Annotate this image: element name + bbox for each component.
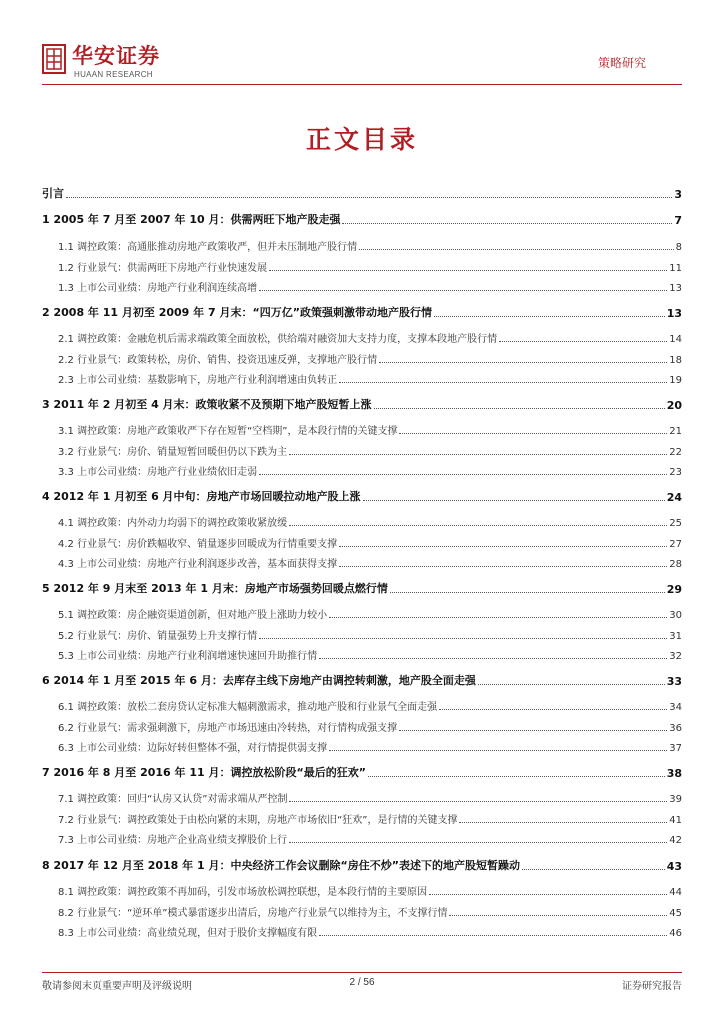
toc-entry-title: 4.1 调控政策：内外动力均弱下的调控政策收紧放缓 xyxy=(58,518,288,529)
toc-entry-page: 28 xyxy=(669,559,682,570)
toc-entry[interactable] xyxy=(42,371,682,386)
toc-entry[interactable] xyxy=(42,857,682,873)
toc-entry-title: 7 2016 年 8 月至 2016 年 11 月：调控放松阶段“最后的狂欢” xyxy=(42,766,366,779)
toc-entry[interactable] xyxy=(42,211,682,227)
page-header xyxy=(0,0,724,90)
toc-dot-leader xyxy=(459,822,667,823)
toc-entry-page: 44 xyxy=(669,887,682,898)
toc-entry-title: 5.2 行业景气：房价、销量强势上升支撑行情 xyxy=(58,631,258,642)
toc-entry-title: 1.1 调控政策：高通胀推动房地产政策收严，但并未压制地产股行情 xyxy=(58,242,358,253)
toc-entry-title: 2.2 行业景气：政策转松，房价、销售、投资迅速反弹，支撑地产股行情 xyxy=(58,355,378,366)
toc-entry-title: 6 2014 年 1 月至 2015 年 6 月：去库存主线下房地产由调控转刺激，地产股全面走强 xyxy=(42,674,476,687)
page-title: 正文目录 xyxy=(305,125,418,154)
toc-dot-leader xyxy=(319,935,667,936)
toc-entry[interactable] xyxy=(42,627,682,642)
toc-entry-title: 5.1 调控政策：房企融资渠道创新，但对地产股上涨助力较小 xyxy=(58,610,328,621)
toc-entry-title: 8.1 调控政策：调控政策不再加码，引发市场放松调控联想，是本段行情的主要原因 xyxy=(58,887,428,898)
toc-entry-page: 23 xyxy=(669,467,682,478)
toc-dot-leader xyxy=(66,197,672,198)
footer-report-type: 证券研究报告 xyxy=(622,981,682,992)
toc-entry[interactable] xyxy=(42,831,682,846)
toc-entry-page: 41 xyxy=(669,815,682,826)
toc-entry[interactable] xyxy=(42,719,682,734)
toc-entry-title: 4 2012 年 1 月初至 6 月中旬：房地产市场回暖拉动地产股上涨 xyxy=(42,490,361,503)
toc-dot-leader xyxy=(449,915,667,916)
toc-dot-leader xyxy=(429,894,667,895)
toc-entry[interactable] xyxy=(42,739,682,754)
toc-dot-leader xyxy=(339,566,667,567)
footer-disclaimer: 敬请参阅末页重要声明及评级说明 xyxy=(42,981,192,992)
toc-entry-page: 31 xyxy=(669,631,682,642)
toc-entry-title: 4.3 上市公司业绩：房地产行业利润逐步改善，基本面获得支撑 xyxy=(58,559,338,570)
toc-dot-leader xyxy=(289,842,667,843)
toc-entry-page: 46 xyxy=(669,928,682,939)
toc-entry-title: 5.3 上市公司业绩：房地产行业利润增速快速回升助推行情 xyxy=(58,651,318,662)
toc-dot-leader xyxy=(499,341,667,342)
toc-entry[interactable] xyxy=(42,463,682,478)
document-type-label: 策略研究 xyxy=(597,56,646,70)
footer-divider xyxy=(42,972,682,973)
toc-entry-title: 2.3 上市公司业绩：基数影响下，房地产行业利润增速由负转正 xyxy=(58,375,338,386)
toc-dot-leader xyxy=(439,709,667,710)
toc-entry-page: 27 xyxy=(669,539,682,550)
toc-entry-page: 36 xyxy=(669,723,682,734)
toc-entry-title: 8.2 行业景气：“逆环单”模式暴雷逐步出清后，房地产行业景气以维持为主，不支撑行情 xyxy=(58,908,448,919)
toc-entry[interactable] xyxy=(42,811,682,826)
toc-entry-page: 18 xyxy=(669,355,682,366)
toc-entry[interactable] xyxy=(42,396,682,412)
toc-entry[interactable] xyxy=(42,555,682,570)
toc-entry-page: 34 xyxy=(669,702,682,713)
toc-entry-title: 3.2 行业景气：房价、销量短暂回暖但仍以下跌为主 xyxy=(58,447,288,458)
toc-entry-title: 3.3 上市公司业绩：房地产行业业绩依旧走弱 xyxy=(58,467,258,478)
toc-dot-leader xyxy=(434,316,665,317)
toc-entry[interactable] xyxy=(42,924,682,939)
toc-dot-leader xyxy=(390,592,665,593)
toc-dot-leader xyxy=(379,362,667,363)
toc-entry-title: 1 2005 年 7 月至 2007 年 10 月：供需两旺下地产股走强 xyxy=(42,213,341,226)
toc-entry-page: 39 xyxy=(669,794,682,805)
toc-dot-leader xyxy=(259,638,667,639)
seal-logo-icon xyxy=(42,44,66,74)
toc-dot-leader xyxy=(329,750,667,751)
toc-dot-leader xyxy=(522,869,665,870)
toc-dot-leader xyxy=(399,730,667,731)
toc-entry-title: 6.1 调控政策：放松二套房贷认定标准大幅刺激需求，推动地产股和行业景气全面走强 xyxy=(58,702,438,713)
toc-entry-title: 2.1 调控政策：金融危机后需求端政策全面放松，供给端对融资加大支持力度，支撑本段地产股行情 xyxy=(58,334,498,345)
toc-entry-title: 8 2017 年 12 月至 2018 年 1 月：中央经济工作会议删除“房住不炒”表述下的地产股短暂躁动 xyxy=(42,859,520,872)
toc-entry[interactable] xyxy=(42,580,682,596)
toc-entry[interactable] xyxy=(42,904,682,919)
toc-dot-leader xyxy=(289,525,667,526)
toc-entry[interactable] xyxy=(42,883,682,898)
toc-dot-leader xyxy=(329,617,667,618)
toc-entry-title: 6.2 行业景气：需求强刺激下，房地产市场迅速由冷转热，对行情构成强支撑 xyxy=(58,723,398,734)
toc-entry-page: 38 xyxy=(666,767,682,780)
toc-entry-title: 7.2 行业景气：调控政策处于由松向紧的末期，房地产市场依旧“狂欢”，是行情的关键支撑 xyxy=(58,815,458,826)
toc-dot-leader xyxy=(399,433,667,434)
toc-entry[interactable] xyxy=(42,238,682,253)
toc-dot-leader xyxy=(289,801,667,802)
toc-dot-leader xyxy=(342,223,672,224)
toc-entry-title: 6.3 上市公司业绩：边际好转但整体不强，对行情提供弱支撑 xyxy=(58,743,328,754)
toc-entry[interactable] xyxy=(42,279,682,294)
toc-entry[interactable] xyxy=(42,488,682,504)
toc-entry-title: 8.3 上市公司业绩：高业绩兑现，但对于股价支撑幅度有限 xyxy=(58,928,318,939)
toc-entry-title: 2 2008 年 11 月初至 2009 年 7 月末：“四万亿”政策强刺激带动地产股行情 xyxy=(42,306,432,319)
toc-entry-page: 45 xyxy=(669,908,682,919)
toc-entry-page: 43 xyxy=(666,860,682,873)
toc-entry-page: 19 xyxy=(669,375,682,386)
toc-entry[interactable] xyxy=(42,606,682,621)
toc-entry[interactable] xyxy=(42,422,682,437)
toc-entry[interactable] xyxy=(42,698,682,713)
toc-entry[interactable] xyxy=(42,304,682,320)
toc-entry-page: 42 xyxy=(669,835,682,846)
toc-dot-leader xyxy=(289,454,667,455)
toc-entry-page: 20 xyxy=(666,399,682,412)
toc-dot-leader xyxy=(478,684,665,685)
toc-entry[interactable] xyxy=(42,672,682,688)
logo-english-name: HUAAN RESEARCH xyxy=(74,70,153,79)
toc-entry-title: 引言 xyxy=(42,187,64,200)
toc-entry[interactable] xyxy=(42,764,682,780)
toc-entry[interactable] xyxy=(42,443,682,458)
toc-entry-page: 25 xyxy=(669,518,682,529)
toc-entry-page: 11 xyxy=(669,263,682,274)
toc-entry[interactable] xyxy=(42,647,682,662)
toc-entry-page: 24 xyxy=(666,491,682,504)
toc-entry-title: 7.1 调控政策：回归“认房又认贷”对需求端从严控制 xyxy=(58,794,288,805)
toc-entry-page: 32 xyxy=(669,651,682,662)
toc-dot-leader xyxy=(363,500,665,501)
footer-page-number: 2 / 56 xyxy=(349,977,375,988)
logo-chinese-name: 华安证券 xyxy=(72,43,160,68)
toc-entry[interactable] xyxy=(42,790,682,805)
toc-entry-page: 37 xyxy=(669,743,682,754)
toc-dot-leader xyxy=(374,408,665,409)
toc-dot-leader xyxy=(368,776,665,777)
toc-entry-title: 1.2 行业景气：供需两旺下房地产行业快速发展 xyxy=(58,263,268,274)
toc-dot-leader xyxy=(339,546,667,547)
toc-entry[interactable] xyxy=(42,514,682,529)
toc-entry-page: 21 xyxy=(669,426,682,437)
toc-entry-page: 8 xyxy=(675,242,682,253)
toc-entry-page: 22 xyxy=(669,447,682,458)
toc-dot-leader xyxy=(259,474,667,475)
toc-entry-page: 13 xyxy=(669,283,682,294)
toc-dot-leader xyxy=(339,382,667,383)
toc-entry-page: 33 xyxy=(666,675,682,688)
toc-entry-title: 3 2011 年 2 月初至 4 月末：政策收紧不及预期下地产股短暂上涨 xyxy=(42,398,372,411)
toc-entry-page: 29 xyxy=(666,583,682,596)
toc-dot-leader xyxy=(359,249,674,250)
toc-entry-page: 14 xyxy=(669,334,682,345)
toc-entry[interactable] xyxy=(42,185,682,201)
toc-entry-title: 7.3 上市公司业绩：房地产企业高业绩支撑股价上行 xyxy=(58,835,288,846)
toc-entry-title: 4.2 行业景气：房价跌幅收窄、销量逐步回暖成为行情重要支撑 xyxy=(58,539,338,550)
toc-entry-page: 13 xyxy=(666,307,682,320)
toc-entry[interactable] xyxy=(42,330,682,345)
toc-entry-title: 5 2012 年 9 月末至 2013 年 1 月末：房地产市场强势回暖点燃行情 xyxy=(42,582,388,595)
toc-entry[interactable] xyxy=(42,259,682,274)
toc-entry-page: 30 xyxy=(669,610,682,621)
toc-entry[interactable] xyxy=(42,535,682,550)
toc-entry-page: 3 xyxy=(674,188,682,201)
toc-entry[interactable] xyxy=(42,351,682,366)
toc-entry-title: 1.3 上市公司业绩：房地产行业利润连续高增 xyxy=(58,283,258,294)
toc-dot-leader xyxy=(319,658,667,659)
toc-dot-leader xyxy=(259,290,667,291)
header-divider xyxy=(42,84,682,85)
toc-dot-leader xyxy=(269,270,667,271)
toc-entry-page: 7 xyxy=(674,214,682,227)
toc-entry-title: 3.1 调控政策：房地产政策收严下存在短暂“空档期”，是本段行情的关键支撑 xyxy=(58,426,398,437)
